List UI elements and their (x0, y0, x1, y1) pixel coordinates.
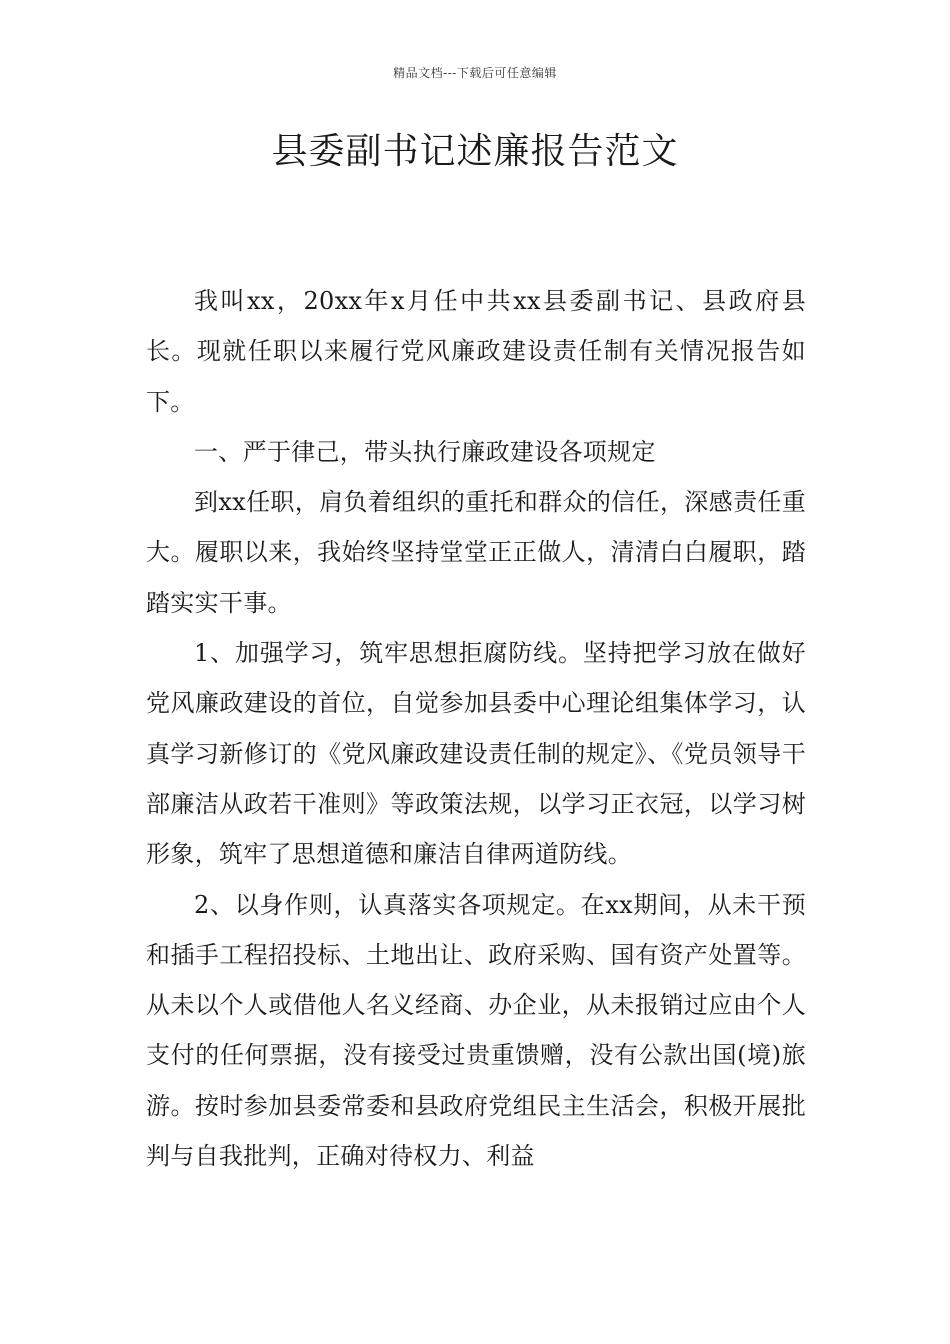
paragraph-intro: 我叫xx，20xx年x月任中共xx县委副书记、县政府县长。现就任职以来履行党风廉政建设责任制有关情况报告如下。 (146, 287, 806, 416)
paragraph-item-2: 2、以身作则，认真落实各项规定。在xx期间，从未干预和插手工程招投标、土地出让、政府采购、国有资产处置等。从未以个人或借他人名义经商、办企业，从未报销过应由个人支付的任何票据，没有接受过贵重馈赠，没有公款出国(境)旅游。按时参加县委常委和县政府党组民主生活会，积极开展批判与自我批判，正确对待权力、利益 (146, 890, 806, 1171)
paragraph-item-1: 1、加强学习，筑牢思想拒腐防线。坚持把学习放在做好党风廉政建设的首位，自觉参加县委中心理论组集体学习，认真学习新修订的《党风廉政建设责任制的规定》、《党员领导干部廉洁从政若干准则》等政策法规，以学习正衣冠，以学习树形象，筑牢了思想道德和廉洁自律两道防线。 (146, 639, 806, 869)
document-body (146, 276, 806, 1181)
section-heading-1: 一、严于律己，带头执行廉政建设各项规定 (194, 437, 656, 466)
page-header-note: 精品文档---下载后可任意编辑 (393, 66, 557, 80)
paragraph-section-1-intro: 到xx任职，肩负着组织的重托和群众的信任，深感责任重大。履职以来，我始终坚持堂堂正正做人，清清白白履职，踏踏实实干事。 (146, 488, 806, 617)
document-title: 县委副书记述廉报告范文 (271, 131, 679, 172)
